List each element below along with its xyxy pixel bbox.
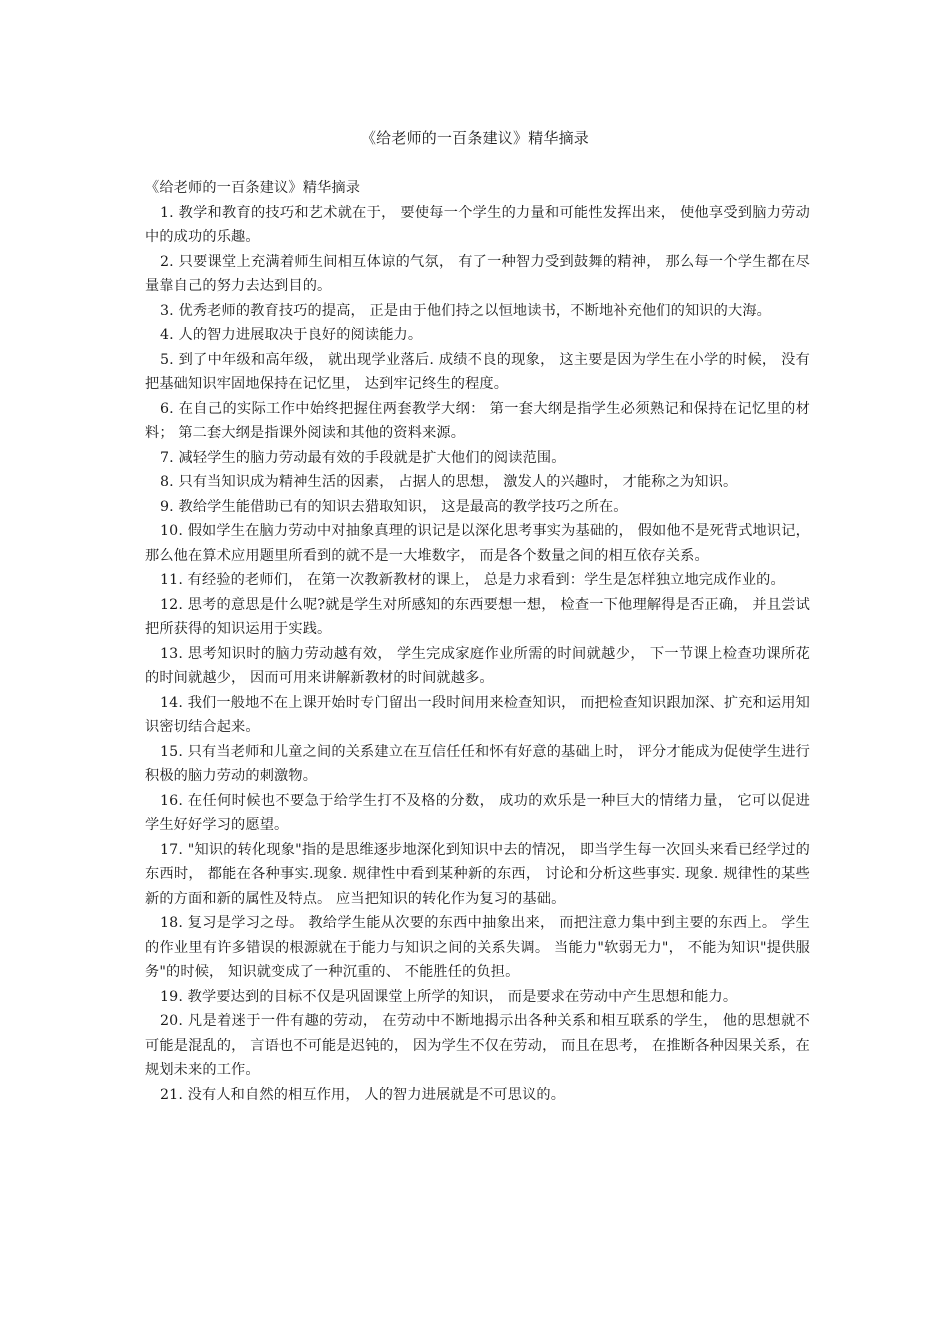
paragraph-item: 8. 只有当知识成为精神生活的因素， 占据人的思想， 激发人的兴趣时， 才能称之为知识。 <box>160 474 738 490</box>
paragraph-item: 11. 有经验的老师们， 在第一次教新教材的课上， 总是力求看到：学生是怎样独立地完成作业的。 <box>160 572 785 588</box>
paragraph-item: 13. 思考知识时的脑力劳动越有效， 学生完成家庭作业所需的时间就越少， 下一节课上检查功课所花的时间就越少， 因而可用来讲解新教材的时间就越多。 <box>145 645 810 686</box>
paragraph-item: 18. 复习是学习之母。 教给学生能从次要的东西中抽象出来， 而把注意力集中到主要的东西上。 学生的作业里有许多错误的根源就在于能力与知识之间的关系失调。 当能力"软弱无力"， 不能为知识"提供服务"的时候， 知识就变成了一种沉重的、 不能胜任的负担。 <box>145 915 810 980</box>
paragraph-item: 6. 在自己的实际工作中始终把握住两套教学大纲： 第一套大纲是指学生必须熟记和保持在记忆里的材料； 第二套大纲是指课外阅读和其他的资料来源。 <box>145 400 810 441</box>
paragraph-item: 5. 到了中年级和高年级， 就出现学业落后. 成绩不良的现象， 这主要是因为学生在小学的时候， 没有把基础知识牢固地保持在记忆里， 达到牢记终生的程度。 <box>145 351 810 392</box>
paragraph-item: 19. 教学要达到的目标不仅是巩固课堂上所学的知识， 而是要求在劳动中产生思想和能力。 <box>160 988 738 1005</box>
paragraph-item: 15. 只有当老师和儿童之间的关系建立在互信任任和怀有好意的基础上时， 评分才能成为促使学生进行积极的脑力劳动的刺激物。 <box>145 743 810 784</box>
document-body <box>145 176 810 1107</box>
paragraph-item: 12. 思考的意思是什么呢?就是学生对所感知的东西要想一想， 检查一下他理解得是否正确， 并且尝试把所获得的知识运用于实践。 <box>145 596 810 637</box>
document-title: 《给老师的一百条建议》精华摘录 <box>360 129 589 147</box>
paragraph-item: 21. 没有人和自然的相互作用， 人的智力进展就是不可思议的。 <box>160 1086 566 1103</box>
paragraph-item: 1. 教学和教育的技巧和艺术就在于， 要使每一个学生的力量和可能性发挥出来， 使他享受到脑力劳动中的成功的乐趣。 <box>145 204 810 245</box>
paragraph-item: 3. 优秀老师的教育技巧的提高， 正是由于他们持之以恒地读书，不断地补充他们的知识的大海。 <box>160 302 771 319</box>
paragraph-item: 17. "知识的转化现象"指的是思维逐步地深化到知识中去的情况， 即当学生每一次回头来看已经学过的东西时， 都能在各种事实.现象. 规律性中看到某种新的东西， 讨论和分析这些事实. 现象. 规律性的某些新的方面和新的属性及特点。 应当把知识的转化作为复习的基础。 <box>145 841 810 907</box>
document-subtitle: 《给老师的一百条建议》精华摘录 <box>145 180 361 196</box>
paragraph-item: 4. 人的智力进展取决于良好的阅读能力。 <box>160 327 423 343</box>
paragraph-item: 10. 假如学生在脑力劳动中对抽象真理的识记是以深化思考事实为基础的， 假如他不是死背式地识记， 那么他在算术应用题里所看到的就不是一大堆数字， 而是各个数量之间的相互依存关系。 <box>145 523 810 564</box>
paragraph-item: 7. 减轻学生的脑力劳动最有效的手段就是扩大他们的阅读范围。 <box>160 449 566 466</box>
paragraph-item: 20. 凡是着迷于一件有趣的劳动， 在劳动中不断地揭示出各种关系和相互联系的学生， 他的思想就不可能是混乱的， 言语也不可能是迟钝的， 因为学生不仅在劳动， 而且在思考， 在推断各种因果关系，在规划未来的工作。 <box>145 1013 810 1078</box>
paragraph-item: 16. 在任何时候也不要急于给学生打不及格的分数， 成功的欢乐是一种巨大的情绪力量， 它可以促进学生好好学习的愿望。 <box>145 792 810 833</box>
paragraph-item: 2. 只要课堂上充满着师生间相互体谅的气氛， 有了一种智力受到鼓舞的精神， 那么每一个学生都在尽量靠自己的努力去达到目的。 <box>145 253 810 294</box>
paragraph-item: 14. 我们一般地不在上课开始时专门留出一段时间用来检查知识， 而把检查知识跟加深、扩充和运用知识密切结合起来。 <box>145 694 810 735</box>
paragraph-item: 9. 教给学生能借助已有的知识去猎取知识， 这是最高的教学技巧之所在。 <box>160 498 628 515</box>
